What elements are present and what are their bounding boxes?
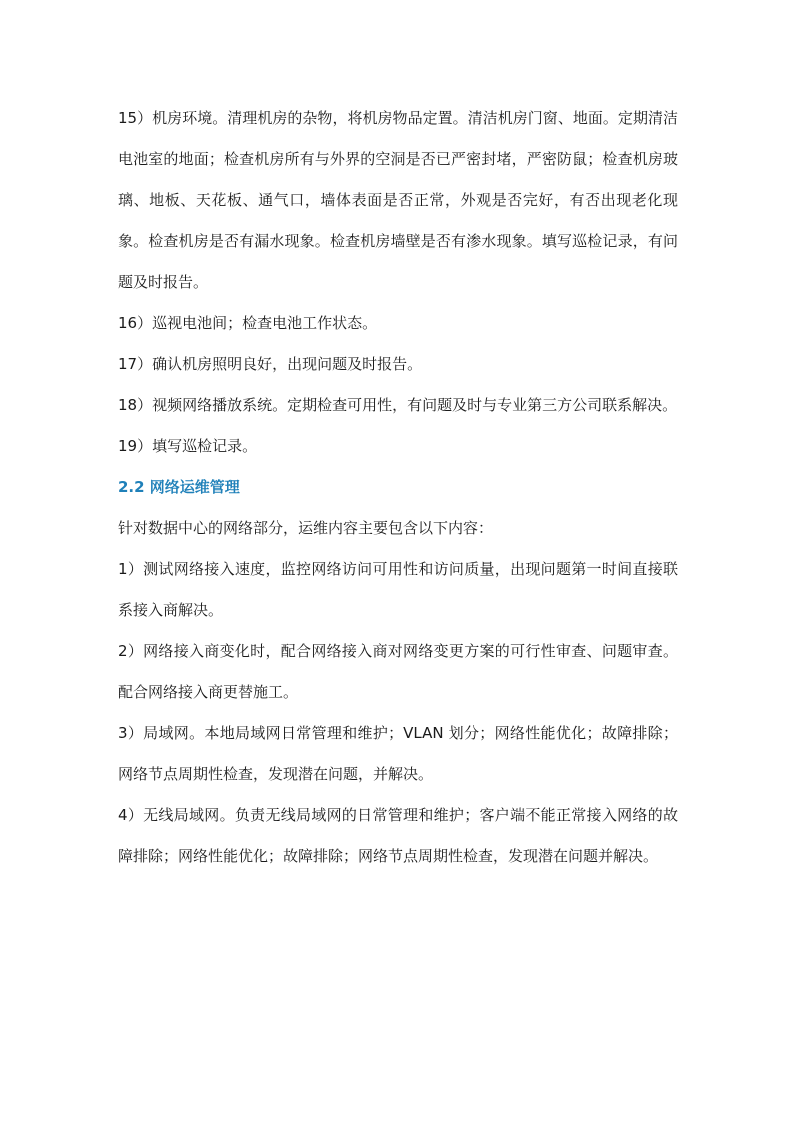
document-page [118, 98, 678, 877]
paragraph-15: 15）机房环境。清理机房的杂物，将机房物品定置。清洁机房门窗、地面。定期清洁电池室的地面；检查机房所有与外界的空洞是否已严密封堵，严密防鼠；检查机房玻璃、地板、天花板、通气口，墙体表面是否正常，外观是否完好，有否出现老化现象。检查机房是否有漏水现象。检查机房墙壁是否有渗水现象。填写巡检记录，有问题及时报告。 [118, 109, 678, 291]
paragraph-18: 18）视频网络播放系统。定期检查可用性，有问题及时与专业第三方公司联系解决。 [118, 396, 678, 414]
list-item-3: 3）局域网。本地局域网日常管理和维护；VLAN 划分；网络性能优化；故障排除；网络节点周期性检查，发现潜在问题，并解决。 [118, 724, 678, 783]
section-intro: 针对数据中心的网络部分，运维内容主要包含以下内容： [118, 519, 494, 537]
list-item-4: 4）无线局域网。负责无线局域网的日常管理和维护；客户端不能正常接入网络的故障排除；网络性能优化；故障排除；网络节点周期性检查，发现潜在问题并解决。 [118, 806, 678, 865]
paragraph-17: 17）确认机房照明良好，出现问题及时报告。 [118, 355, 423, 373]
paragraph-19: 19）填写巡检记录。 [118, 437, 258, 455]
section-heading: 2.2 网络运维管理 [118, 478, 240, 496]
list-item-1: 1）测试网络接入速度，监控网络访问可用性和访问质量，出现问题第一时间直接联系接入商解决。 [118, 560, 678, 619]
list-item-2: 2）网络接入商变化时，配合网络接入商对网络变更方案的可行性审查、问题审查。配合网络接入商更替施工。 [118, 642, 678, 701]
paragraph-16: 16）巡视电池间；检查电池工作状态。 [118, 314, 378, 332]
